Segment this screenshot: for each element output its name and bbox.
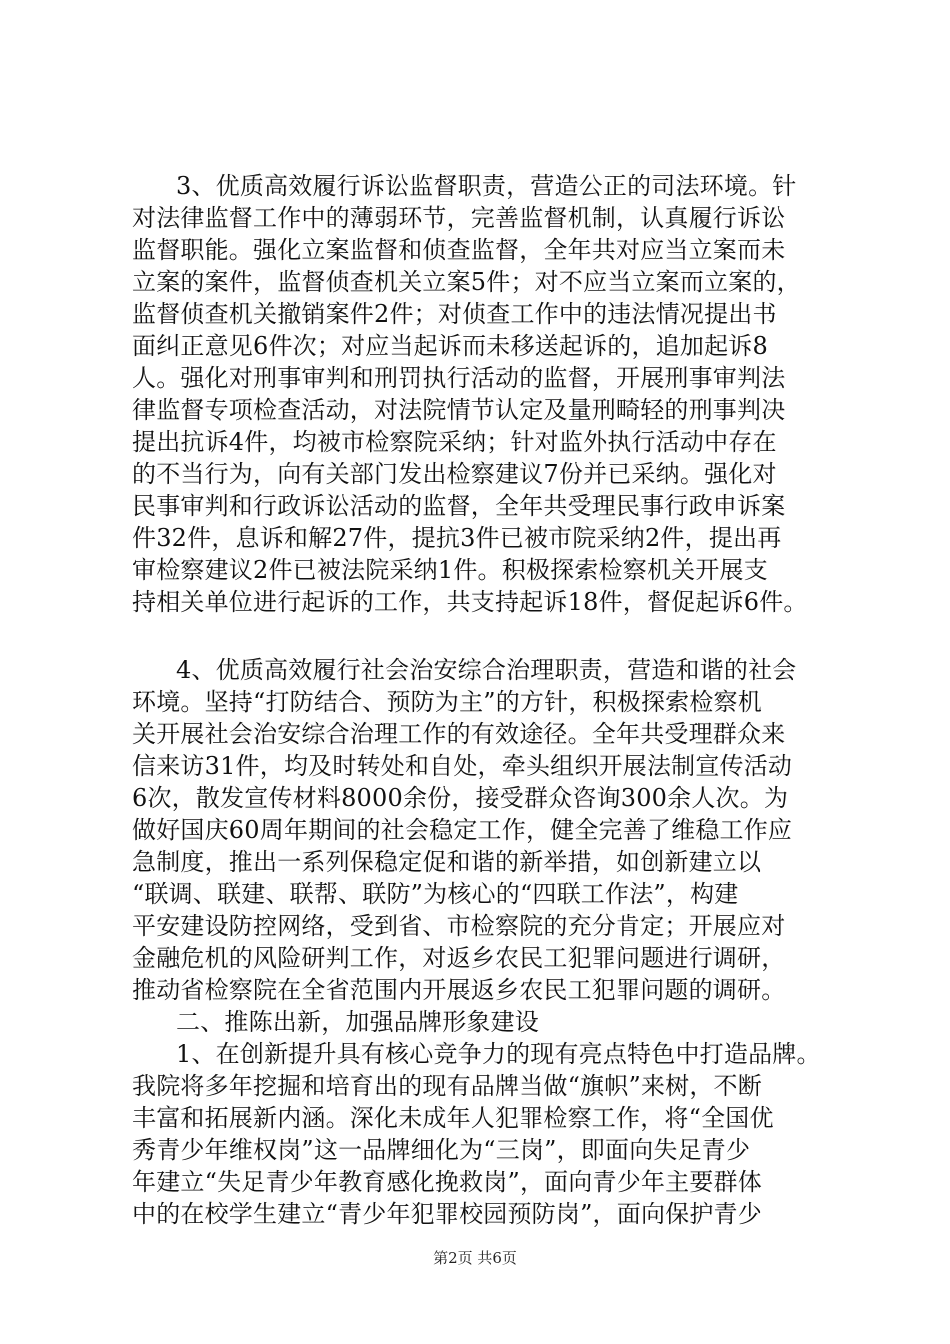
paragraph-3 bbox=[132, 170, 852, 618]
paragraph-line: 律监督专项检查活动，对法院情节认定及量刑畸轻的刑事判决 bbox=[132, 396, 786, 424]
paragraph-line: 3、优质高效履行诉讼监督职责，营造公正的司法环境。针 bbox=[176, 172, 797, 200]
paragraph-line: 监督职能。强化立案监督和侦查监督，全年共对应当立案而未 bbox=[132, 236, 786, 264]
paragraph-line: 6次，散发宣传材料8000余份，接受群众咨询300余人次。为 bbox=[132, 784, 789, 812]
paragraph-line: 中的在校学生建立“青少年犯罪校园预防岗”，面向保护青少 bbox=[132, 1200, 762, 1228]
paragraph-line: 我院将多年挖掘和培育出的现有品牌当做“旗帜”来树，不断 bbox=[132, 1072, 762, 1100]
paragraph-line: 急制度，推出一系列保稳定促和谐的新举措，如创新建立以 bbox=[132, 848, 762, 876]
paragraph-line: 秀青少年维权岗”这一品牌细化为“三岗”，即面向失足青少 bbox=[132, 1136, 751, 1164]
paragraph-line: 人。强化对刑事审判和刑罚执行活动的监督，开展刑事审判法 bbox=[132, 364, 786, 392]
paragraph-spacer bbox=[132, 618, 852, 654]
document-body bbox=[132, 170, 852, 1230]
paragraph-line: 对法律监督工作中的薄弱环节，完善监督机制，认真履行诉讼 bbox=[132, 204, 786, 232]
paragraph-line: 持相关单位进行起诉的工作，共支持起诉18件，督促起诉6件。 bbox=[132, 588, 808, 616]
page-number-footer: 第2页 共6页 bbox=[433, 1249, 517, 1267]
paragraph-line: 推动省检察院在全省范围内开展返乡农民工犯罪问题的调研。 bbox=[132, 976, 786, 1004]
paragraph-line: 提出抗诉4件，均被市检察院采纳；针对监外执行活动中存在 bbox=[132, 428, 777, 456]
paragraph-line: 年建立“失足青少年教育感化挽救岗”，面向青少年主要群体 bbox=[132, 1168, 762, 1196]
paragraph-line: 立案的案件，监督侦查机关立案5件；对不应当立案而立案的， bbox=[132, 268, 801, 296]
paragraph-line: 信来访31件，均及时转处和自处，牵头组织开展法制宣传活动 bbox=[132, 752, 793, 780]
paragraph-line: 金融危机的风险研判工作，对返乡农民工犯罪问题进行调研， bbox=[132, 944, 786, 972]
paragraph-4 bbox=[132, 654, 852, 1006]
paragraph-line: 平安建设防控网络，受到省、市检察院的充分肯定；开展应对 bbox=[132, 912, 786, 940]
paragraph-line: “联调、联建、联帮、联防”为核心的“四联工作法”，构建 bbox=[132, 880, 739, 908]
paragraph-line: 审检察建议2件已被法院采纳1件。积极探索检察机关开展支 bbox=[132, 556, 768, 584]
paragraph-line: 监督侦查机关撤销案件2件；对侦查工作中的违法情况提出书 bbox=[132, 300, 777, 328]
paragraph-line: 环境。坚持“打防结合、预防为主”的方针，积极探索检察机 bbox=[132, 688, 762, 716]
paragraph-b1 bbox=[132, 1038, 852, 1230]
paragraph-line: 面纠正意见6件次；对应当起诉而未移送起诉的，追加起诉8 bbox=[132, 332, 768, 360]
paragraph-line: 4、优质高效履行社会治安综合治理职责，营造和谐的社会 bbox=[176, 656, 797, 684]
section-heading: 二、推陈出新，加强品牌形象建设 bbox=[176, 1008, 539, 1036]
paragraph-line: 丰富和拓展新内涵。深化未成年人犯罪检察工作，将“全国优 bbox=[132, 1104, 774, 1132]
paragraph-line: 做好国庆60周年期间的社会稳定工作，健全完善了维稳工作应 bbox=[132, 816, 793, 844]
paragraph-line: 关开展社会治安综合治理工作的有效途径。全年共受理群众来 bbox=[132, 720, 786, 748]
paragraph-line: 件32件，息诉和解27件，提抗3件已被市院采纳2件，提出再 bbox=[132, 524, 782, 552]
paragraph-line: 民事审判和行政诉讼活动的监督，全年共受理民事行政申诉案 bbox=[132, 492, 786, 520]
paragraph-line: 1、在创新提升具有核心竞争力的现有亮点特色中打造品牌。 bbox=[176, 1040, 821, 1068]
paragraph-line: 的不当行为，向有关部门发出检察建议7份并已采纳。强化对 bbox=[132, 460, 777, 488]
